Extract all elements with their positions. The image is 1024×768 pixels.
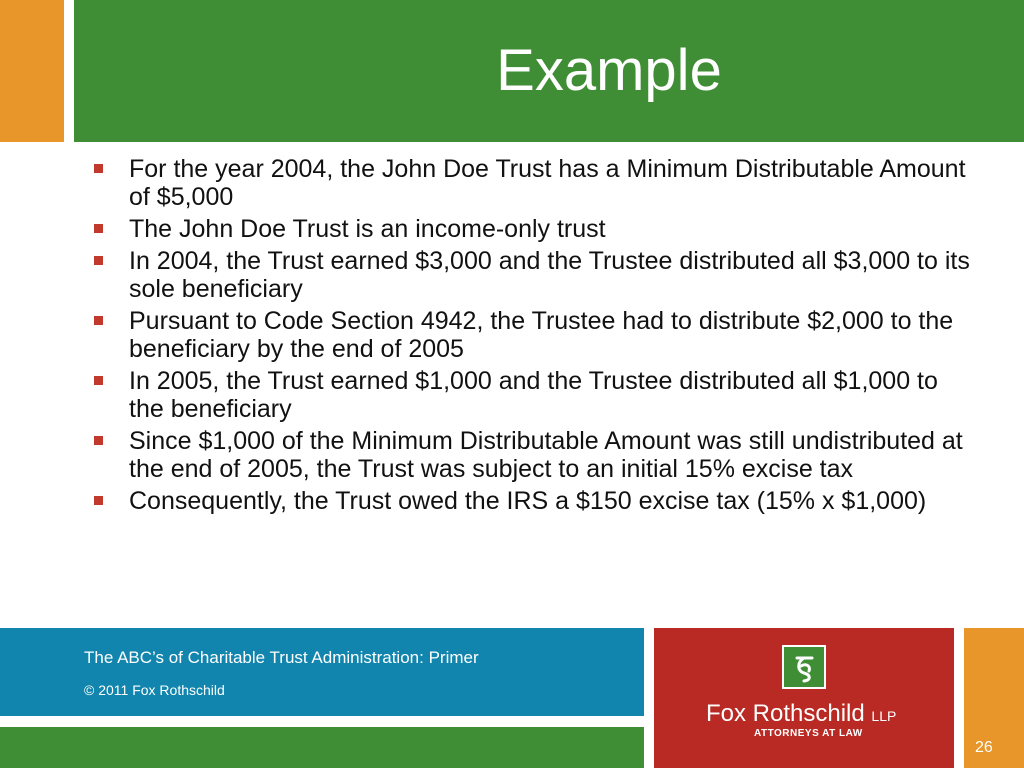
title-banner (74, 0, 1024, 142)
bullet-item (92, 427, 972, 483)
fox-rothschild-logo-icon (782, 645, 826, 689)
bullet-item (92, 247, 972, 303)
footer-copyright: © 2011 Fox Rothschild (84, 682, 225, 698)
footer-title: The ABC’s of Charitable Trust Administration: Primer (84, 648, 479, 667)
bullet-text: Since $1,000 of the Minimum Distributable Amount was still undistributed at the end of 2005, the Trust was subject to an initial 15% excise tax (129, 427, 963, 483)
bullet-square-icon (94, 316, 103, 325)
green-accent-bottom (0, 727, 644, 768)
bullet-text: In 2004, the Trust earned $3,000 and the Trustee distributed all $3,000 to its sole beneficiary (129, 247, 970, 303)
slide-title: Example (496, 38, 722, 103)
bullet-item (92, 155, 972, 211)
bullet-list (92, 155, 972, 519)
orange-accent-bottom (964, 628, 1024, 768)
bullet-item (92, 367, 972, 423)
logo-wordmark (706, 700, 896, 730)
bullet-text: For the year 2004, the John Doe Trust has a Minimum Distributable Amount of $5,000 (129, 155, 966, 211)
bullet-text: The John Doe Trust is an income-only trust (129, 215, 606, 243)
page-number: 26 (975, 739, 993, 756)
bullet-item (92, 307, 972, 363)
bullet-text: Pursuant to Code Section 4942, the Trustee had to distribute $2,000 to the beneficiary by the end of 2005 (129, 307, 954, 363)
footer-band (0, 628, 644, 716)
bullet-square-icon (94, 256, 103, 265)
bullet-square-icon (94, 164, 103, 173)
logo-name: Fox Rothschild (706, 700, 865, 727)
orange-accent-top (0, 0, 64, 142)
bullet-text: Consequently, the Trust owed the IRS a $150 excise tax (15% x $1,000) (129, 487, 927, 515)
bullet-item (92, 215, 972, 243)
logo-suffix: LLP (871, 708, 897, 724)
bullet-square-icon (94, 496, 103, 505)
bullet-square-icon (94, 436, 103, 445)
bullet-square-icon (94, 224, 103, 233)
logo-tagline: ATTORNEYS AT LAW (754, 728, 863, 739)
bullet-item (92, 487, 972, 515)
bullet-text: In 2005, the Trust earned $1,000 and the Trustee distributed all $1,000 to the beneficiary (129, 367, 938, 423)
bullet-square-icon (94, 376, 103, 385)
